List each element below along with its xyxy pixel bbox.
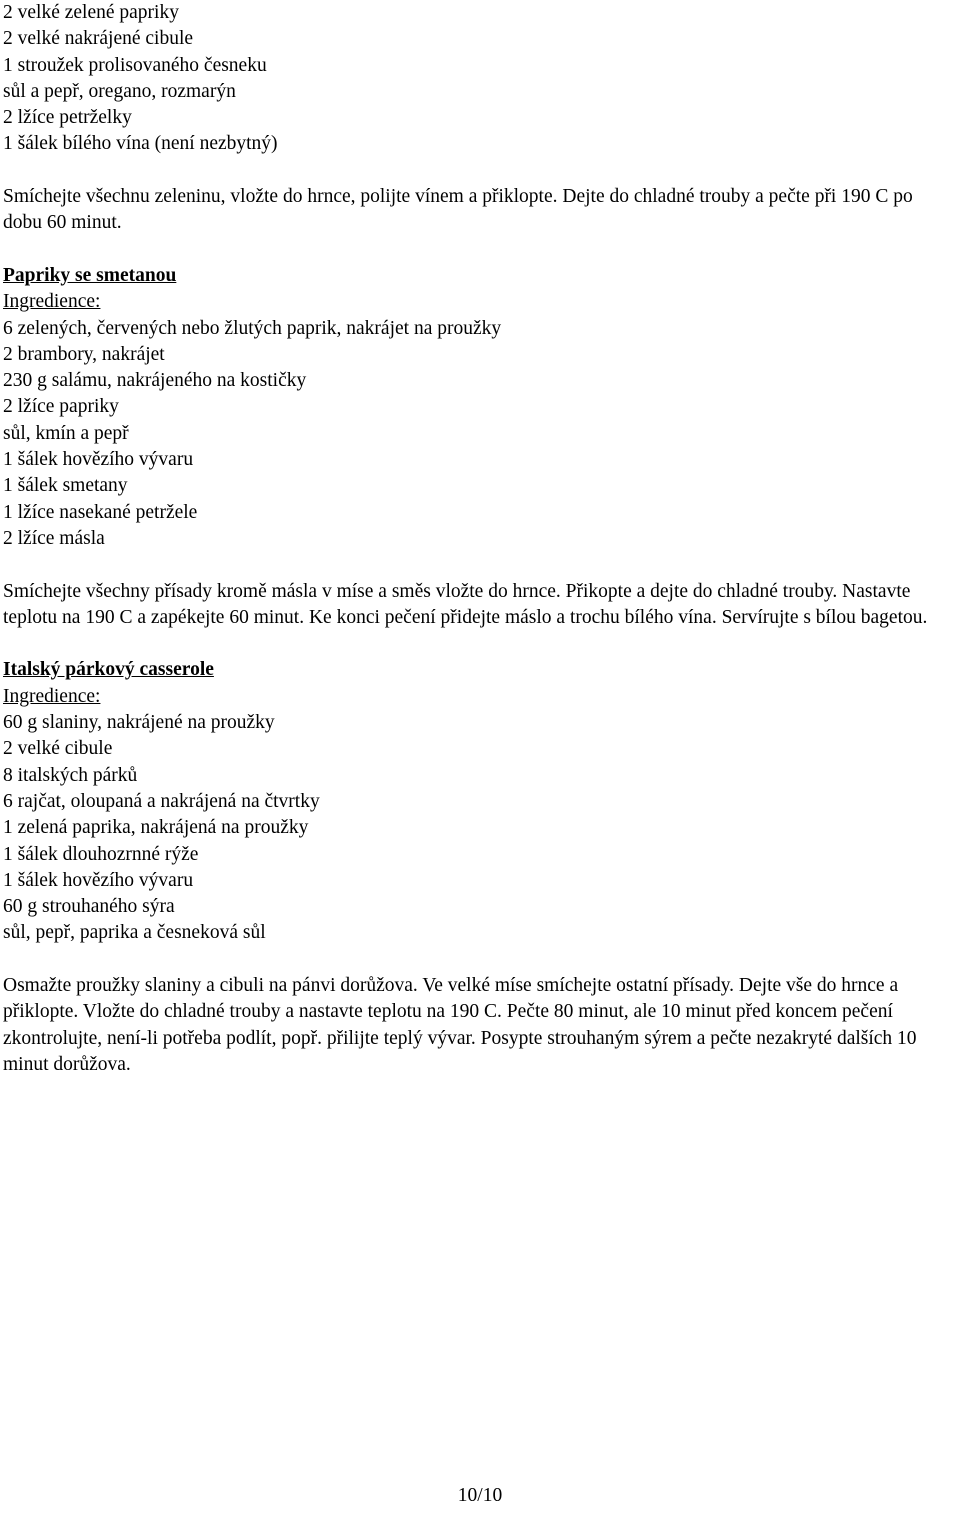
recipe-italsky-parkovy-casserole	[3, 657, 955, 1078]
ingredient-line: 2 velké cibule	[3, 738, 113, 760]
ingredient-line: sůl, kmín a pepř	[3, 422, 129, 444]
ingredient-line: 1 šálek smetany	[3, 475, 128, 497]
ingredient-line: 1 lžíce nasekané petržele	[3, 501, 198, 523]
ingredients-label: Ingredience:	[3, 685, 101, 707]
ingredient-line: 230 g salámu, nakrájeného na kostičky	[3, 370, 307, 392]
document-page	[3, 0, 955, 1078]
ingredient-line: 60 g slaniny, nakrájené na proužky	[3, 712, 275, 734]
intro-ingredient-list	[3, 0, 955, 158]
ingredient-line: 2 brambory, nakrájet	[3, 343, 165, 365]
ingredient-line: 2 lžíce petrželky	[3, 107, 132, 129]
recipe-instructions: Osmažte proužky slaniny a cibuli na pánvi dorůžova. Ve velké míse smíchejte ostatní přísady. Dejte vše do hrnce a přiklopte. Vložte do chladné trouby a nastavte teplotu na 190 C. Pečte 80 minut, ale 10 minut před koncem pečení zkontrolujte, není-li potřeba podlít, popř. přilijte teplý vývar. Posypte strouhaným sýrem a pečte nezakryté dalších 10 minut dorůžova.	[3, 974, 917, 1075]
ingredient-line: 6 rajčat, oloupaná a nakrájená na čtvrtky	[3, 790, 320, 812]
spacer	[3, 552, 955, 578]
intro-instructions: Smíchejte všechnu zeleninu, vložte do hrnce, polijte vínem a přiklopte. Dejte do chladné trouby a pečte při 190 C po dobu 60 minut.	[3, 186, 913, 234]
ingredient-line: 1 zelená paprika, nakrájená na proužky	[3, 817, 309, 839]
ingredient-line: 1 šálek hovězího vývaru	[3, 869, 194, 891]
ingredient-line: 2 lžíce másla	[3, 527, 105, 549]
ingredient-line: 60 g strouhaného sýra	[3, 896, 175, 918]
ingredient-line: 1 stroužek prolisovaného česneku	[3, 54, 267, 76]
recipe-title: Italský párkový casserole	[3, 659, 214, 681]
ingredient-line: sůl, pepř, paprika a česneková sůl	[3, 922, 266, 944]
ingredient-list	[3, 316, 955, 553]
ingredient-line: 1 šálek bílého vína (není nezbytný)	[3, 133, 278, 155]
ingredient-line: 6 zelených, červených nebo žlutých paprik, nakrájet na proužky	[3, 317, 502, 339]
ingredient-line: 8 italských párků	[3, 764, 138, 786]
ingredient-list	[3, 710, 955, 947]
ingredient-line: 1 šálek dlouhozrnné rýže	[3, 843, 199, 865]
ingredients-label: Ingredience:	[3, 291, 101, 313]
ingredient-line: 2 velké zelené papriky	[3, 2, 179, 23]
recipe-title: Papriky se smetanou	[3, 264, 177, 286]
spacer	[3, 631, 955, 657]
recipe-instructions: Smíchejte všechny přísady kromě másla v míse a směs vložte do hrnce. Přikopte a dejte do chladné trouby. Nastavte teplotu na 190 C a zapékejte 60 minut. Ke konci pečení přidejte máslo a trochu bílého vína. Servírujte s bílou bagetou.	[3, 580, 928, 628]
spacer	[3, 947, 955, 973]
ingredient-line: sůl a pepř, oregano, rozmarýn	[3, 80, 236, 102]
spacer	[3, 237, 955, 263]
ingredient-line: 2 velké nakrájené cibule	[3, 28, 194, 50]
recipe-papriky-se-smetanou	[3, 263, 955, 631]
page-number: 10/10	[457, 1485, 503, 1506]
spacer	[3, 158, 955, 184]
ingredient-line: 1 šálek hovězího vývaru	[3, 449, 194, 471]
ingredient-line: 2 lžíce papriky	[3, 396, 119, 418]
